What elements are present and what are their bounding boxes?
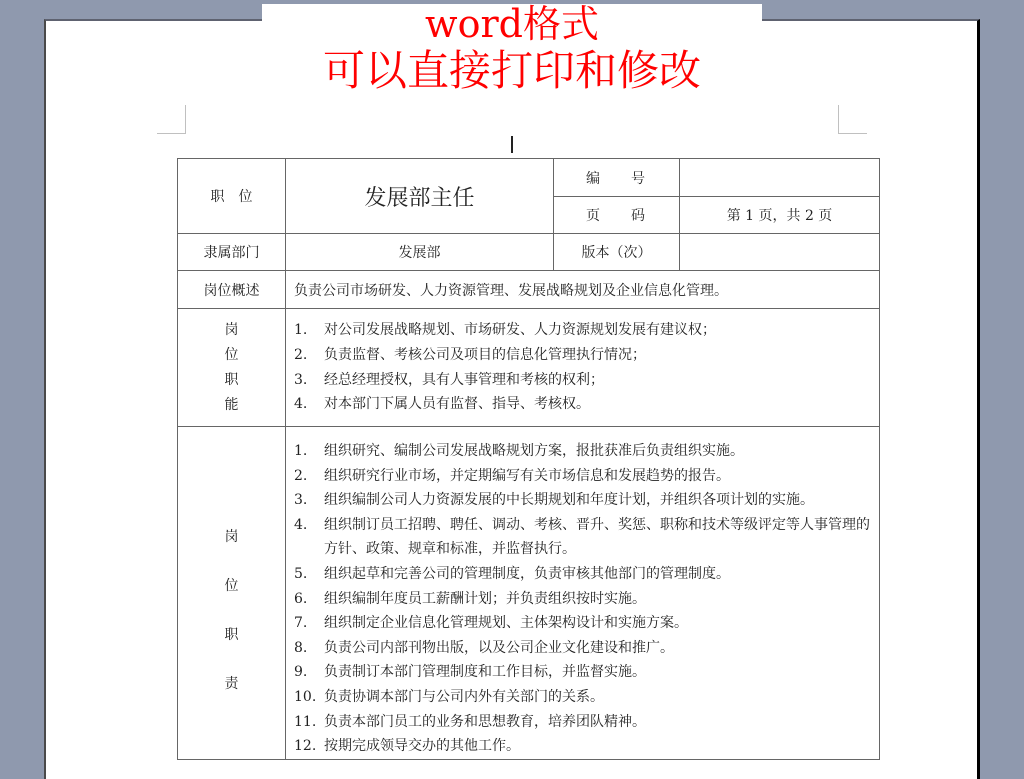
page-value-cell[interactable]	[680, 197, 880, 234]
duties-label-cell[interactable]	[178, 427, 286, 760]
version-value-cell[interactable]	[680, 234, 880, 271]
list-item: 7. 组织制定企业信息化管理规划、主体架构设计和实施方案。	[294, 615, 688, 632]
list-item: 11. 负责本部门员工的业务和思想教育，培养团队精神。	[294, 713, 646, 730]
duties-label-char: 岗	[224, 529, 239, 545]
functions-list-cell[interactable]	[286, 309, 880, 427]
list-item: 8. 负责公司内部刊物出版，以及公司企业文化建设和推广。	[294, 639, 674, 656]
page-label-b: 码	[631, 208, 645, 224]
functions-label-char: 位	[224, 346, 239, 363]
number-value-cell[interactable]	[680, 159, 880, 197]
dept-label: 隶属部门	[203, 245, 260, 261]
functions-label-char: 职	[224, 371, 239, 388]
list-item: 9. 负责制订本部门管理制度和工作目标，并监督实施。	[294, 664, 646, 681]
duties-label-char: 职	[224, 627, 239, 643]
list-item: 5. 组织起草和完善公司的管理制度，负责审核其他部门的管理制度。	[294, 565, 730, 582]
functions-list	[286, 318, 879, 416]
list-item: 4. 组织制订员工招聘、聘任、调动、考核、晋升、奖惩、职称和技术等级评定等人事管理的方针、政策、规章和标准，并监督执行。	[294, 516, 870, 558]
number-label-a: 编	[586, 170, 600, 187]
watermark-format: word格式	[262, 4, 762, 44]
list-item: 1. 组织研究、编制公司发展战略规划方案，报批获准后负责组织实施。	[294, 443, 744, 459]
number-label-b: 号	[631, 170, 645, 187]
position-value-cell[interactable]	[286, 159, 554, 234]
list-item: 2. 负责监督、考核公司及项目的信息化管理执行情况；	[294, 346, 646, 363]
summary-value: 负责公司市场研发、人力资源管理、发展战略规划及企业信息化管理。	[294, 282, 728, 299]
functions-label-char: 岗	[224, 321, 239, 338]
dept-value: 发展部	[398, 245, 441, 261]
margin-corner-mark-right	[838, 105, 867, 134]
dept-value-cell[interactable]	[286, 234, 554, 271]
position-label: 职 位	[210, 189, 253, 205]
text-cursor	[511, 136, 513, 153]
number-label-cell[interactable]	[554, 159, 680, 197]
summary-value-cell[interactable]	[286, 271, 880, 309]
page-label-a: 页	[586, 208, 600, 224]
duties-label-char: 责	[224, 676, 239, 692]
margin-corner-mark-left	[157, 105, 186, 134]
list-item: 4. 对本部门下属人员有监督、指导、考核权。	[294, 396, 590, 413]
list-item: 6. 组织编制年度员工薪酬计划；并负责组织按时实施。	[294, 590, 646, 607]
duties-label-char: 位	[224, 578, 239, 594]
position-value: 发展部主任	[364, 185, 475, 211]
list-item: 3. 组织编制公司人力资源发展的中长期规划和年度计划，并组织各项计划的实施。	[294, 492, 814, 509]
list-item: 2. 组织研究行业市场，并定期编写有关市场信息和发展趋势的报告。	[294, 467, 730, 484]
summary-label-cell[interactable]	[178, 271, 286, 309]
functions-label-char: 能	[224, 396, 239, 413]
list-item: 12. 按期完成领导交办的其他工作。	[294, 738, 520, 755]
job-description-table	[177, 158, 880, 760]
version-label: 版本（次）	[581, 245, 652, 261]
version-label-cell[interactable]	[554, 234, 680, 271]
duties-list	[286, 439, 873, 759]
functions-label-cell[interactable]	[178, 309, 286, 427]
position-label-cell[interactable]	[178, 159, 286, 234]
list-item: 1. 对公司发展战略规划、市场研发、人力资源规划发展有建议权；	[294, 322, 716, 339]
page-label-cell[interactable]	[554, 197, 680, 234]
summary-label: 岗位概述	[203, 282, 260, 299]
duties-list-cell[interactable]	[286, 427, 880, 760]
list-item: 3. 经总经理授权，具有人事管理和考核的权利；	[294, 371, 604, 388]
list-item: 10. 负责协调本部门与公司内外有关部门的关系。	[294, 688, 604, 705]
page-value: 第 1 页，共 2 页	[726, 208, 833, 224]
watermark-editable: 可以直接打印和修改	[262, 46, 762, 96]
dept-label-cell[interactable]	[178, 234, 286, 271]
